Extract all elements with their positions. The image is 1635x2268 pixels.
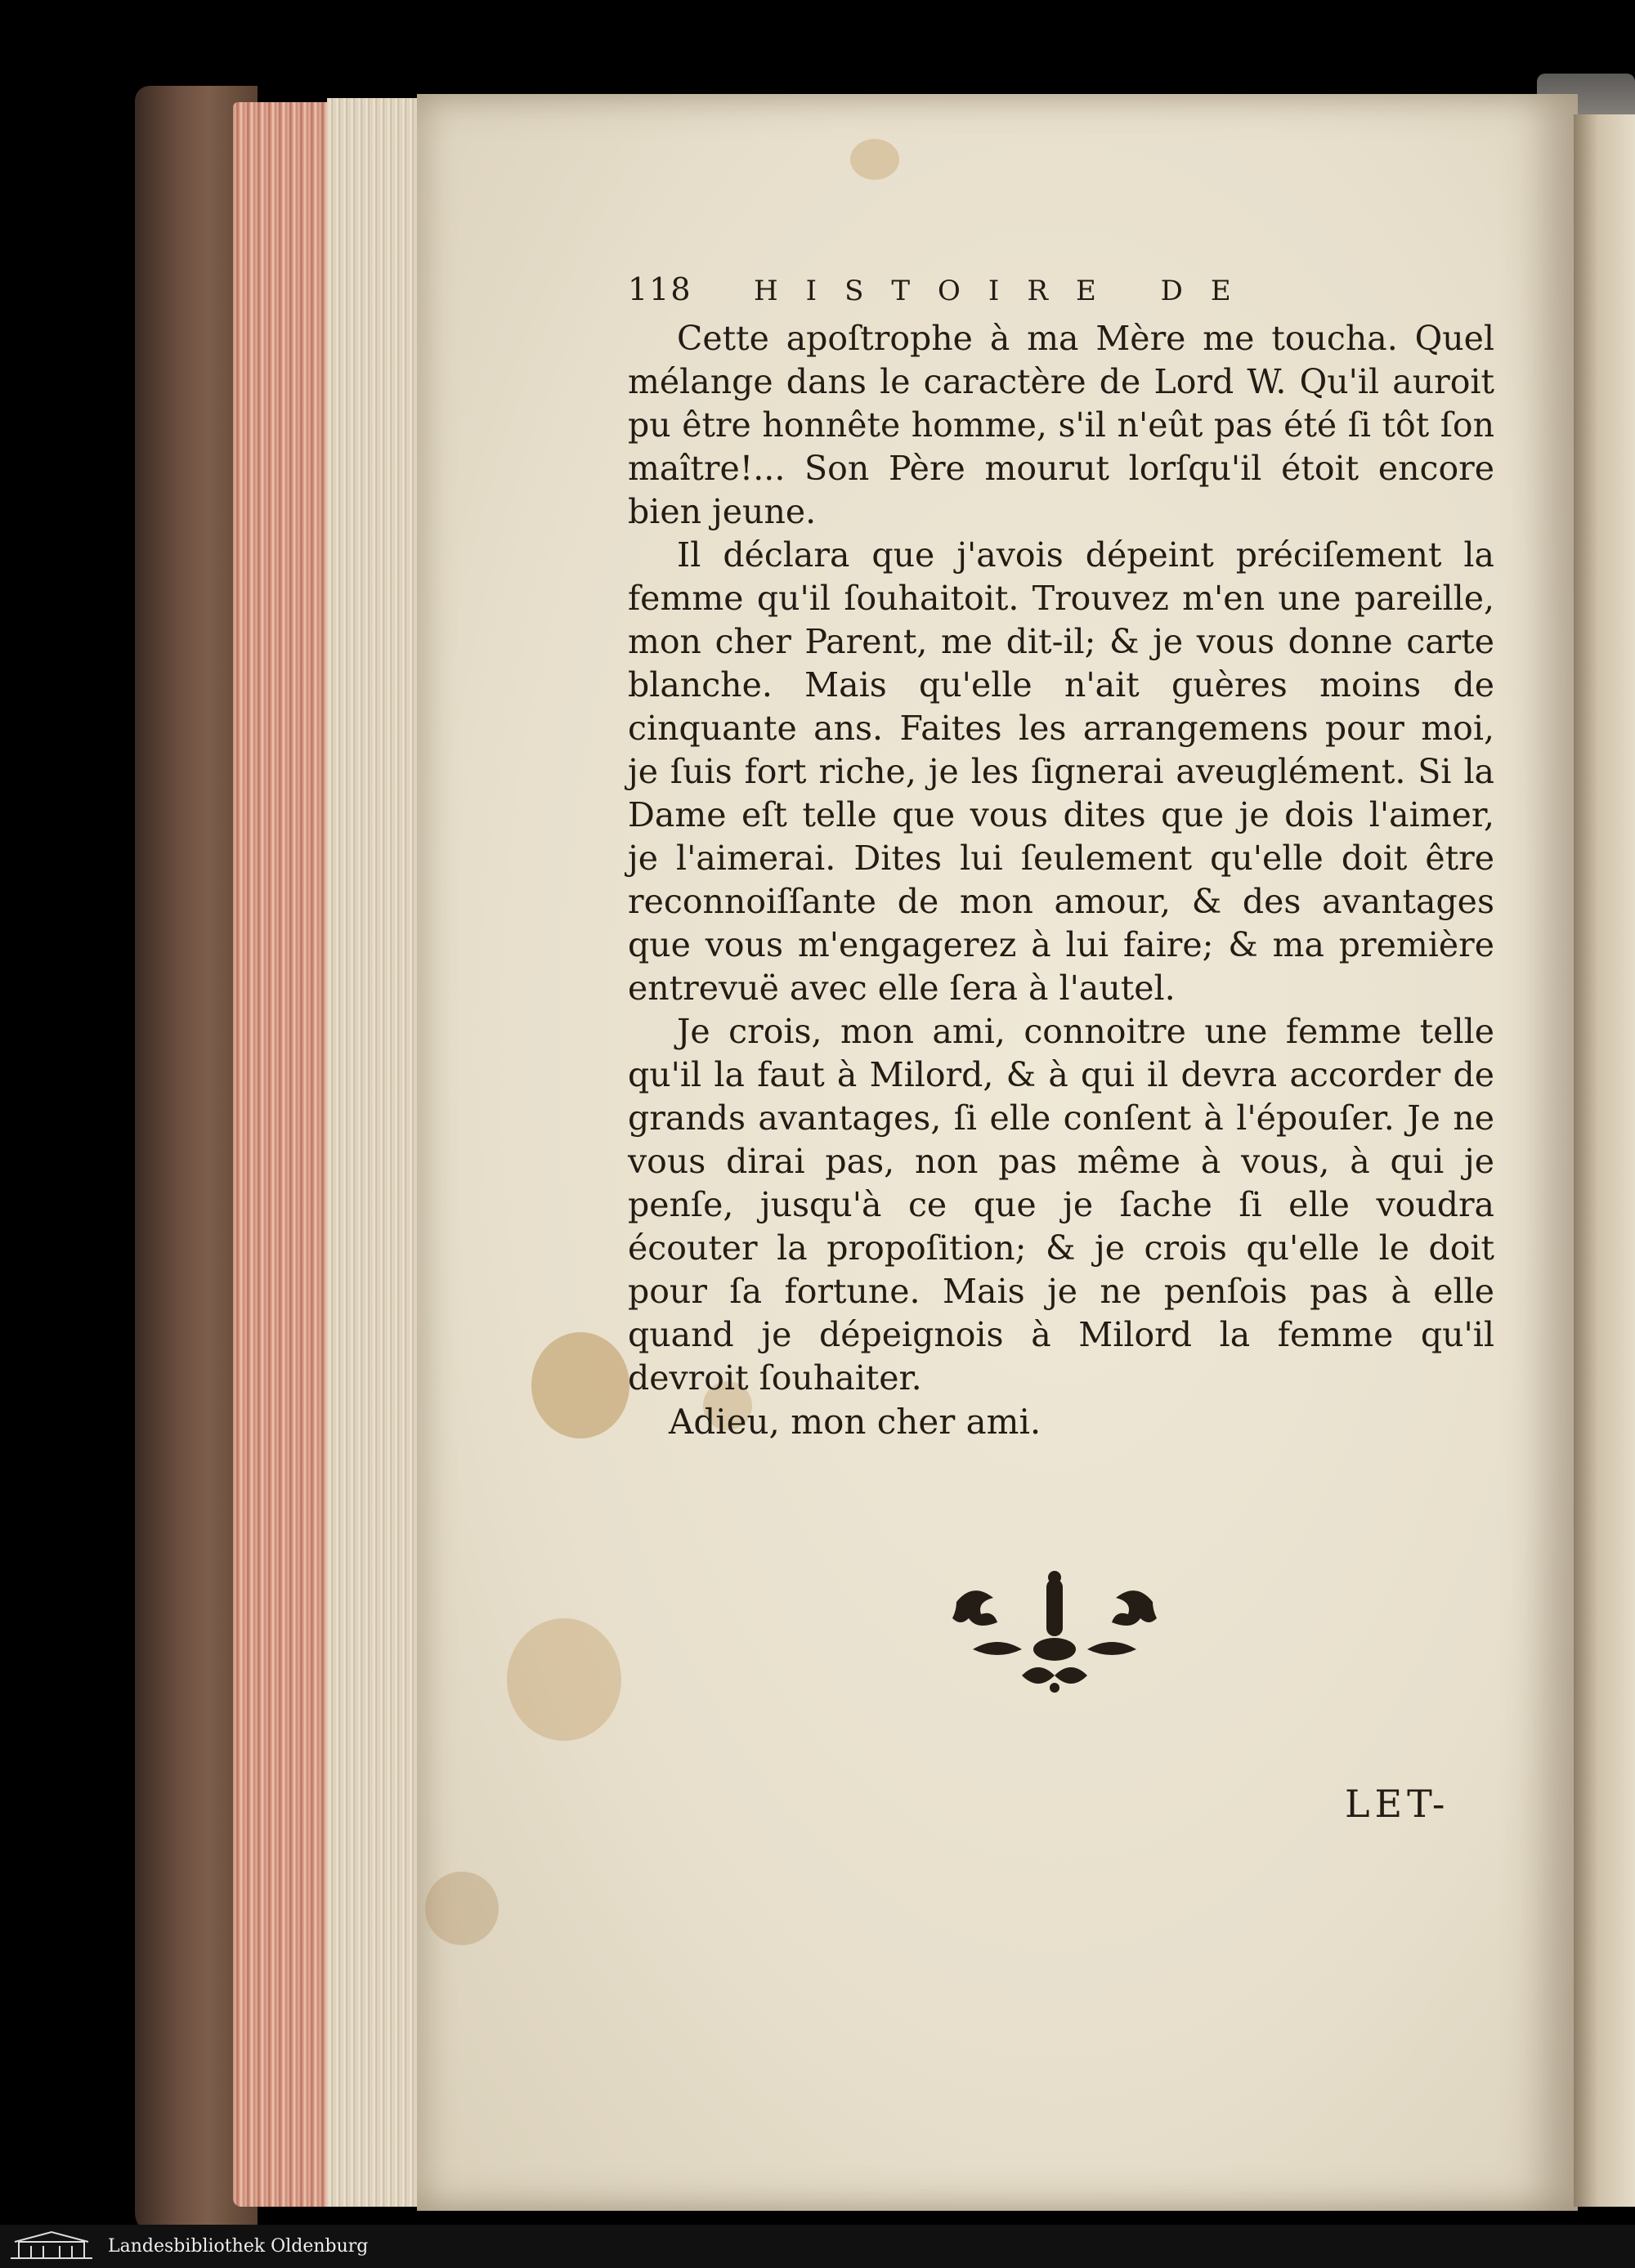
library-footer: [0, 2225, 1635, 2268]
stain-mark: [531, 1332, 629, 1438]
library-name: Landesbibliothek Oldenburg: [108, 2236, 369, 2257]
fleuron-ornament-icon: [940, 1569, 1169, 1700]
page-number: 118: [628, 271, 692, 307]
paragraph: Je crois, mon ami, connoitre une femme telle qu'il la faut à Milord, & à qui il devra accorder de grands avantages, ſi elle conſent à l'épouſer. Je ne vous dirai pas, non pas même à vous, à qui je penſe, jusqu'à ce que je ſache ſi elle voudra écouter la propoſition; & je crois qu'elle le doit pour ſa fortune. Mais je ne penſois pas à elle quand je dépeignois à Milord la femme qu'il devroit ſouhaiter.: [628, 1012, 1494, 1398]
page-edges: [327, 98, 425, 2207]
stain-mark: [507, 1618, 621, 1741]
page-text: [628, 268, 1494, 1443]
facing-page-edge: [1574, 114, 1635, 2207]
paragraph: Cette apoſtrophe à ma Mère me toucha. Quel mélange dans le caractère de Lord W. Qu'il auroit pu être honnête homme, s'il n'eût pas été ſi tôt ſon maître!... Son Père mourut lorſqu'il étoit encore bien jeune.: [628, 319, 1494, 531]
page-header: [628, 268, 1494, 317]
stain-mark: [850, 139, 899, 180]
stain-mark: [425, 1872, 499, 1945]
catchword: LET-: [1345, 1782, 1450, 1826]
running-head: HISTOIRE DE: [754, 275, 1259, 307]
paragraph: Il déclara que j'avois dépeint préciſement la femme qu'il ſouhaitoit. Trouvez m'en une pareille, mon cher Parent, me dit-il; & je vous donne carte blanche. Mais qu'elle n'ait guères moins de cinquante ans. Faites les arrangemens pour moi, je ſuis fort riche, je les ſignerai aveuglément. Si la Dame eſt telle que vous dites que je dois l'aimer, je l'aimerai. Dites lui ſeulement qu'elle doit être reconnoiſſante de mon amour, & des avantages que vous m'engagerez à lui faire; & ma première entrevuë avec elle ſera à l'autel.: [628, 535, 1494, 1008]
library-building-icon: [7, 2230, 96, 2262]
closing-line: Adieu, mon cher ami.: [669, 1402, 1041, 1442]
